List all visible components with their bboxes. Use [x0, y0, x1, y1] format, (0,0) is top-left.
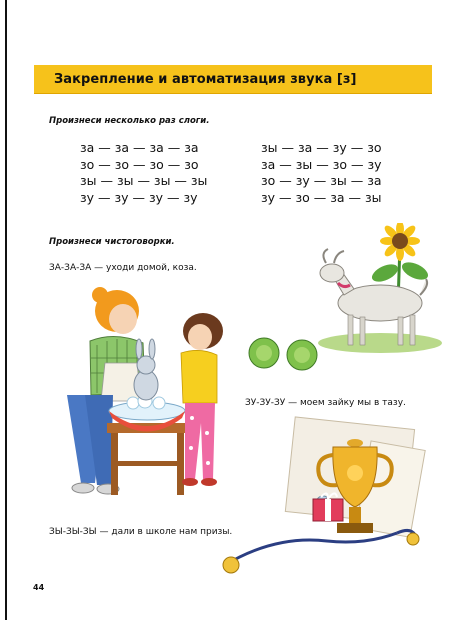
page-title: Закрепление и автоматизация звука [з]: [54, 71, 357, 87]
syllable-line: зо — зу — зы — за: [261, 173, 382, 188]
syllable-line: зу — зу — зу — зу: [80, 189, 198, 205]
tongue-twister-zu: ЗУ-ЗУ-ЗУ — моем зайку мы в тазу.: [245, 398, 406, 408]
syllable-line: зы — зы — зы — зы: [80, 173, 208, 188]
syllable-line: за — за — за — за: [80, 140, 199, 155]
title-band: [34, 65, 432, 94]
tongue-twister-instruction: Произнеси чистоговорки.: [49, 237, 175, 247]
syllable-line: зо — зо — зо — зо: [80, 156, 199, 172]
page-number: 44: [33, 583, 45, 592]
syllables-right-column: [261, 140, 382, 206]
family-washing-bunny-illustration: [45, 283, 230, 505]
tongue-twister-za: ЗА-ЗА-ЗА — уходи домой, коза.: [49, 263, 197, 273]
page-binding-edge: [5, 0, 7, 620]
syllable-line: за — зы — зо — зу: [261, 156, 382, 172]
syllables-instruction: Произнеси несколько раз слоги.: [49, 116, 210, 126]
syllable-line: зы — за — зу — зо: [261, 140, 382, 155]
tongue-twister-zy: ЗЫ-ЗЫ-ЗЫ — дали в школе нам призы.: [49, 527, 233, 537]
syllables-left-column: [80, 140, 207, 206]
goat-sunflower-illustration: [240, 223, 445, 375]
prizes-illustration: [215, 415, 445, 575]
syllable-line: зу — зо — за — зы: [261, 189, 382, 205]
